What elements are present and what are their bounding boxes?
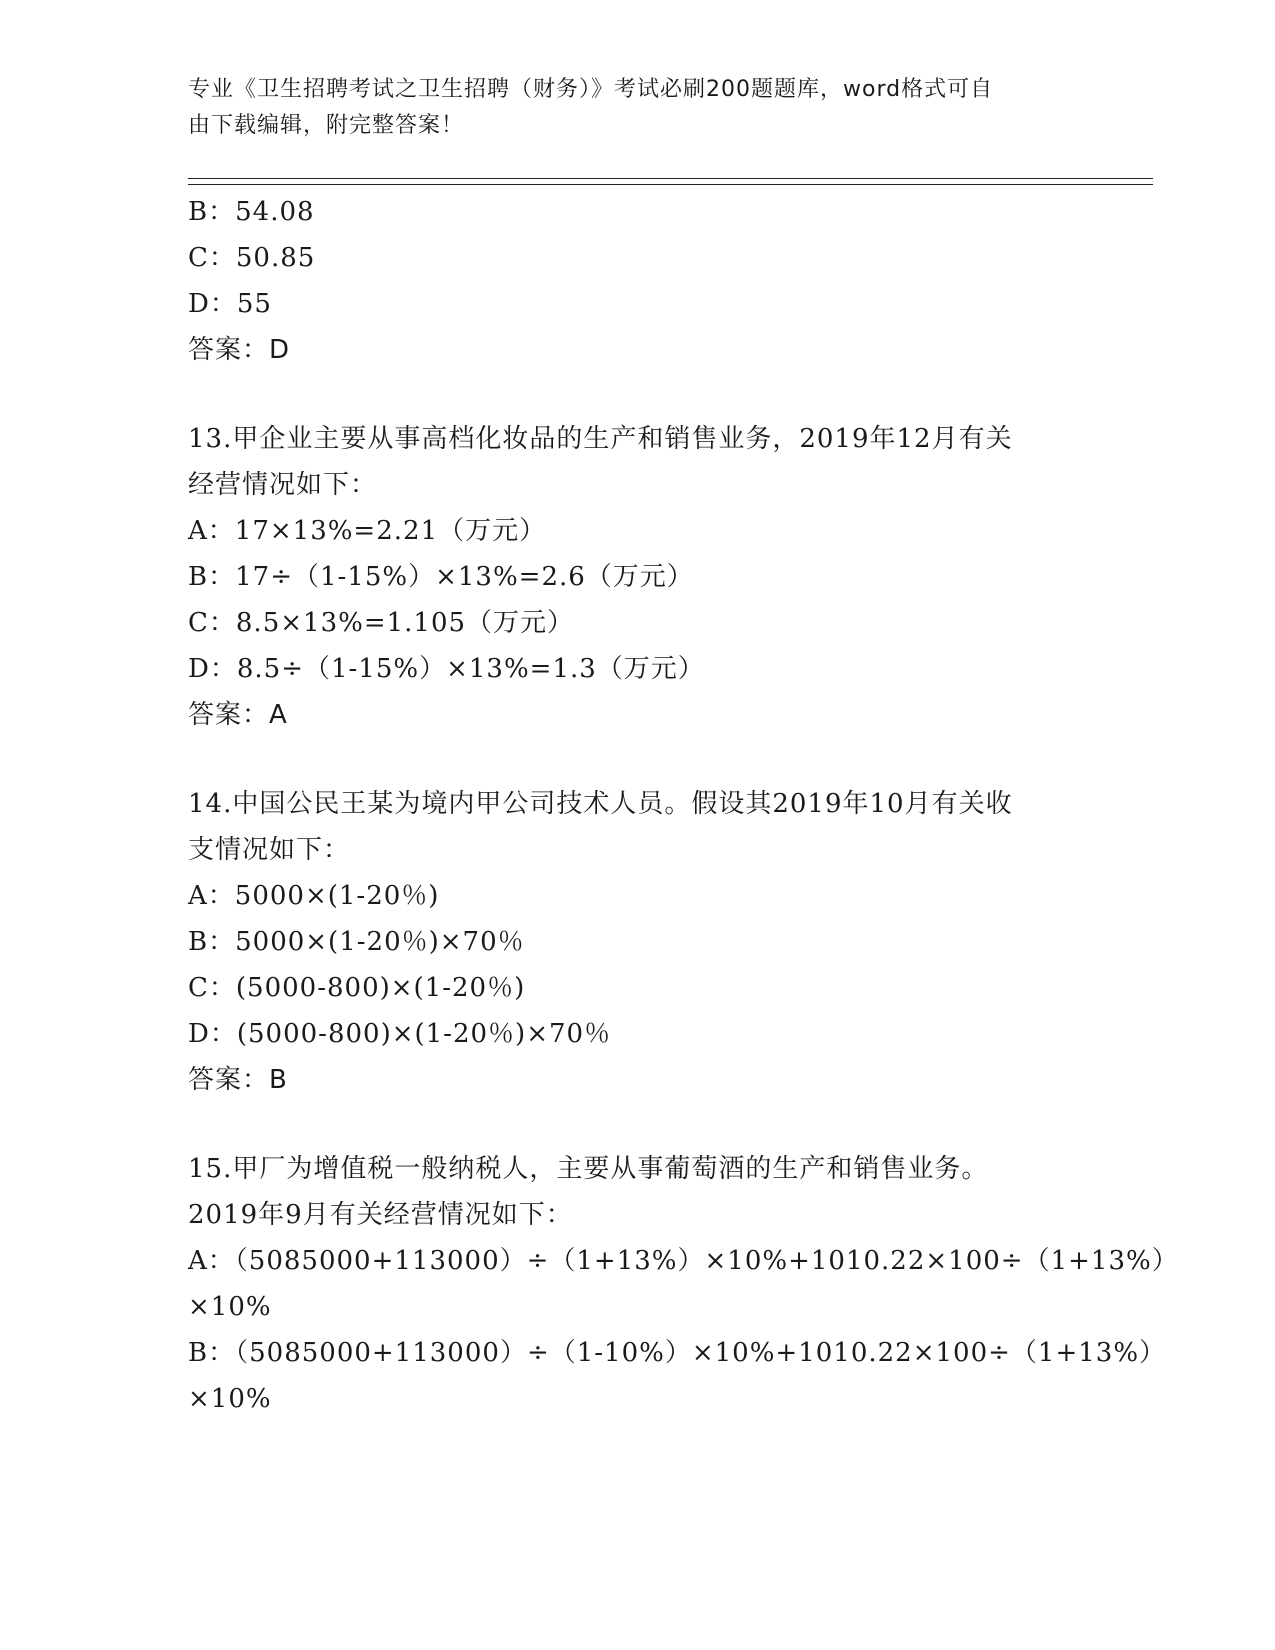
question-content	[188, 189, 1179, 1422]
q12-answer: 答案：D	[188, 335, 291, 365]
q14-answer: 答案：B	[188, 1065, 288, 1095]
spacer	[188, 738, 1088, 781]
q15-option-a-line-1: A：（5085000+113000）÷（1+13%）×10%+1010.22×100÷（1+13%）	[188, 1246, 1179, 1276]
q15-option-a-line-2: ×10%	[188, 1292, 272, 1322]
spacer	[188, 1103, 1088, 1146]
q14-option-b: B：5000×(1-20％)×70％	[188, 927, 525, 957]
q12-option-b: B：54.08	[188, 197, 315, 227]
question-14	[188, 781, 1088, 1103]
q14-option-a: A：5000×(1-20％)	[188, 881, 440, 911]
q13-option-d: D：8.5÷（1-15%）×13%=1.3（万元）	[188, 654, 705, 684]
q14-stem-line-1: 14.中国公民王某为境内甲公司技术人员。假设其2019年10月有关收	[188, 789, 1013, 819]
document-header	[188, 72, 1068, 144]
spacer	[188, 373, 1088, 416]
question-15	[188, 1146, 1179, 1422]
q14-option-c: C：(5000-800)×(1-20％)	[188, 973, 526, 1003]
q13-option-c: C：8.5×13%=1.105（万元）	[188, 608, 575, 638]
header-divider-bottom	[188, 184, 1153, 185]
question-12-tail	[188, 189, 1088, 373]
q15-stem-line-2: 2019年9月有关经营情况如下：	[188, 1200, 573, 1230]
q12-option-c: C：50.85	[188, 243, 316, 273]
q13-option-b: B：17÷（1-15%）×13%=2.6（万元）	[188, 562, 694, 592]
header-divider-top	[188, 178, 1153, 179]
q13-stem-line-2: 经营情况如下：	[188, 470, 378, 500]
q13-stem-line-1: 13.甲企业主要从事高档化妆品的生产和销售业务，2019年12月有关	[188, 424, 1013, 454]
q12-option-d: D：55	[188, 289, 272, 319]
q14-stem-line-2: 支情况如下：	[188, 835, 351, 865]
q14-option-d: D：(5000-800)×(1-20％)×70％	[188, 1019, 612, 1049]
q15-stem-line-1: 15.甲厂为增值税一般纳税人，主要从事葡萄酒的生产和销售业务。	[188, 1154, 989, 1184]
q13-answer: 答案：A	[188, 700, 288, 730]
q15-option-b-line-1: B：（5085000+113000）÷（1-10%）×10%+1010.22×100÷（1+13%）	[188, 1338, 1167, 1368]
header-title-line-1: 专业《卫生招聘考试之卫生招聘（财务）》考试必刷200题题库，word格式可自	[188, 77, 994, 102]
q13-option-a: A：17×13%=2.21（万元）	[188, 516, 547, 546]
header-title-line-2: 由下载编辑，附完整答案！	[188, 113, 465, 138]
question-13	[188, 416, 1088, 738]
q15-option-b-line-2: ×10%	[188, 1384, 272, 1414]
